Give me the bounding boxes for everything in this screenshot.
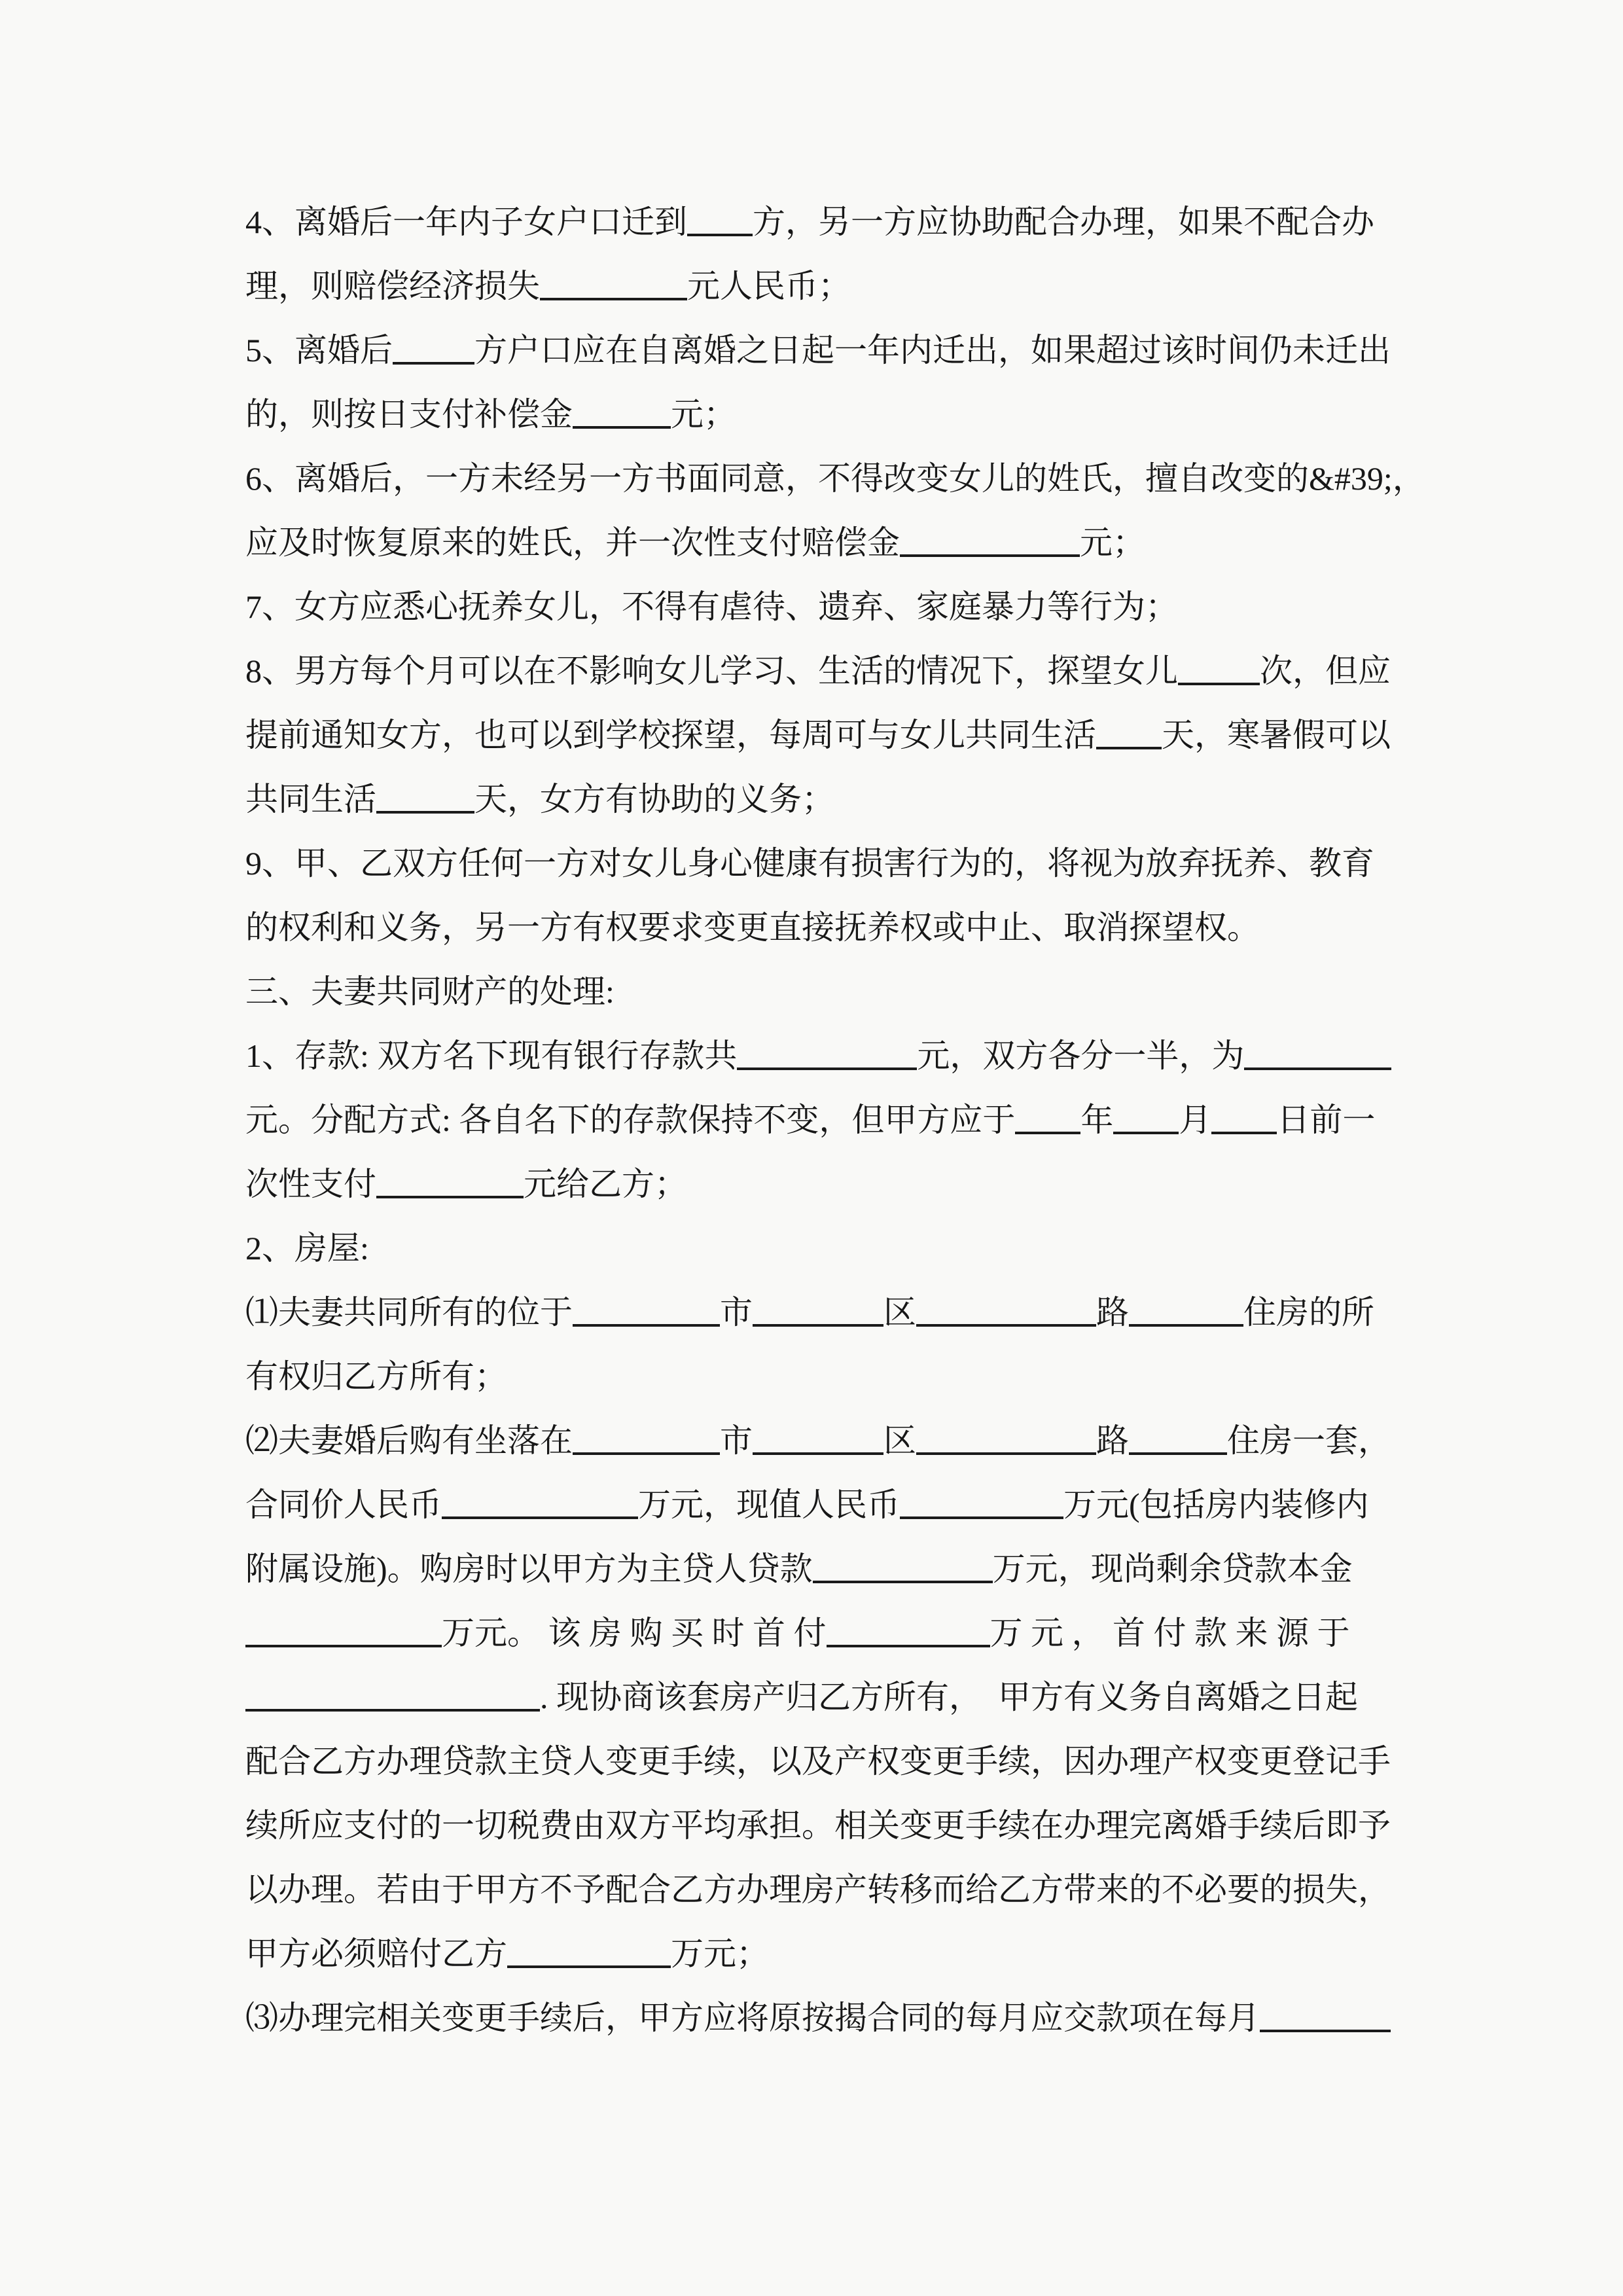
document-line: 配合乙方办理贷款主贷人变更手续，以及产权变更手续，因办理产权变更登记手 (245, 1743, 1391, 1780)
document-line: 应及时恢复原来的姓氏，并一次性支付赔偿金 元； (245, 524, 1145, 561)
document-line: 8、男方每个月可以在不影响女儿学习、生活的情况下，探望女儿 次，但应 (245, 653, 1391, 689)
document-line: 共同生活 天，女方有协助的义务； (245, 781, 834, 817)
document-line: 次性支付 元给乙方； (245, 1166, 687, 1202)
blank-field (827, 1643, 990, 1647)
blank-field (737, 1066, 917, 1070)
document-line: 的权利和义务，另一方有权要求变更直接抚养权或中止、取消探望权。 (245, 909, 1260, 946)
blank-field (753, 1323, 883, 1327)
blank-field (753, 1451, 883, 1455)
blank-field (393, 361, 474, 365)
document-line: 附属设施)。购房时以甲方为主贷人贷款 万元，现尚剩余贷款本金 (245, 1551, 1353, 1587)
blank-field (376, 810, 474, 814)
blank-field (442, 1515, 638, 1519)
blank-field (900, 553, 1080, 557)
document-line: 元。分配方式: 各自名下的存款保持不变，但甲方应于 年 月 日前一 (245, 1102, 1376, 1138)
document-line: ⑴夫妻共同所有的位于 市 区 路 住房的所 (245, 1294, 1374, 1331)
blank-field (573, 1323, 720, 1327)
document-line: 7、女方应悉心抚养女儿，不得有虐待、遗弃、家庭暴力等行为； (245, 588, 1178, 625)
blank-field (245, 1708, 540, 1712)
document-line: 续所应支付的一切税费由双方平均承担。相关变更手续在办理完离婚手续后即予 (245, 1807, 1391, 1844)
document-line: 4、离婚后一年内子女户口迁到 方，另一方应协助配合办理，如果不配合办 (245, 204, 1374, 240)
document-line: 万元。 该 房 购 买 时 首 付 万 元 ， 首 付 款 来 源 于 (245, 1601, 1400, 1665)
blank-field (813, 1579, 993, 1583)
blank-field (540, 296, 687, 300)
document-line: 5、离婚后 方户口应在自离婚之日起一年内迁出，如果超过该时间仍未迁出 (245, 332, 1391, 368)
blank-field (900, 1515, 1063, 1519)
document-line: 理，则赔偿经济损失 元人民币； (245, 268, 851, 304)
document-line: 6、离婚后，一方未经另一方书面同意，不得改变女儿的姓氏，擅自改变的&#39;， (245, 460, 1425, 497)
blank-field (1244, 1066, 1391, 1070)
document-line: ⑵夫妻婚后购有坐落在 市 区 路 住房一套， (245, 1422, 1391, 1459)
blank-field (1015, 1130, 1080, 1134)
blank-field (573, 425, 671, 429)
blank-field (1096, 745, 1162, 749)
blank-field (573, 1451, 720, 1455)
document-line: 2、房屋: (245, 1230, 369, 1266)
blank-field (507, 1964, 671, 1968)
blank-field (376, 1194, 524, 1198)
blank-field (1260, 2028, 1391, 2032)
document-line: 提前通知女方，也可以到学校探望，每周可与女儿共同生活 天，寒暑假可以 (245, 717, 1391, 753)
blank-field (245, 1643, 442, 1647)
document-line: 9、甲、乙双方任何一方对女儿身心健康有损害行为的，将视为放弃抚养、教育 (245, 845, 1374, 882)
blank-field (916, 1451, 1096, 1455)
blank-field (916, 1323, 1096, 1327)
blank-field (1129, 1323, 1243, 1327)
blank-field (1178, 681, 1260, 685)
document-line: 的，则按日支付补偿金 元； (245, 396, 736, 433)
document-line: . 现协商该套房产归乙方所有， 甲方有义务自离婚之日起 (245, 1665, 1400, 1729)
document-line: 三、夫妻共同财产的处理: (245, 973, 615, 1010)
document-line: 甲方必须赔付乙方 万元； (245, 1935, 769, 1972)
document-line: 有权归乙方所有； (245, 1358, 507, 1395)
blank-field (1113, 1130, 1179, 1134)
document-line: 合同价人民币 万元，现值人民币 万元(包括房内装修内 (245, 1486, 1369, 1523)
blank-field (687, 232, 753, 236)
document-line: 1、存款: 双方名下现有银行存款共 元，双方各分一半，为 (245, 1024, 1400, 1088)
blank-field (1211, 1130, 1277, 1134)
blank-field (1129, 1451, 1227, 1455)
document-line: 以办理。若由于甲方不予配合乙方办理房产转移而给乙方带来的不必要的损失， (245, 1871, 1391, 1908)
document-line: ⑶办理完相关变更手续后，甲方应将原按揭合同的每月应交款项在每月 (245, 1986, 1400, 2050)
